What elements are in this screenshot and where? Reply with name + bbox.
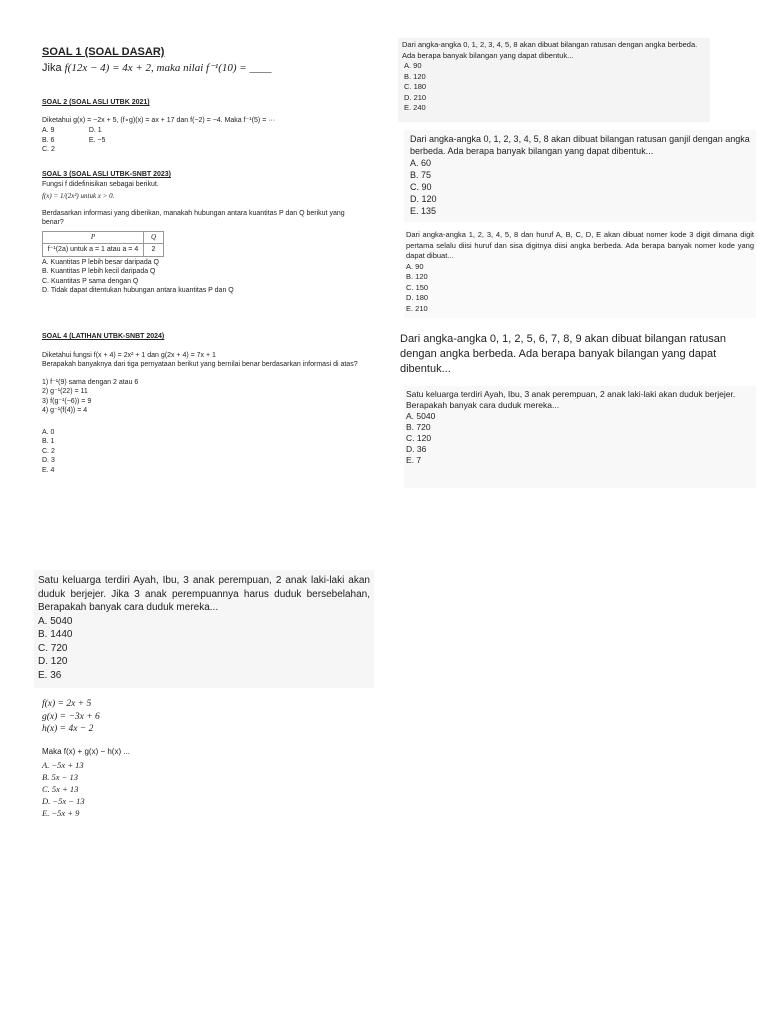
option: B. 5x − 13 (42, 772, 78, 782)
option: B. 75 (410, 170, 432, 180)
option: B. 720 (406, 422, 431, 432)
table-cell-p: f⁻¹(2a) untuk a = 1 atau a = 4 (43, 244, 144, 257)
soal-2-title: SOAL 2 (SOAL ASLI UTBK 2021) (42, 99, 150, 106)
option: B. 120 (406, 272, 428, 281)
option: B. 6 (42, 136, 55, 144)
q-ratusan-0-9 (400, 332, 756, 377)
question-text: Dari angka-angka 0, 1, 2, 3, 4, 5, 8 akan dibuat bilangan ratusan ganjil dengan angka berbeda. Ada berapa banyak bilangan yang dapat dibentuk... (410, 134, 750, 156)
option: A. 90 (404, 61, 422, 70)
option: E. 135 (410, 206, 437, 216)
option: A. 5040 (38, 615, 73, 627)
soal-3-question: Berdasarkan informasi yang diberikan, manakah hubungan antara kuantitas P dan Q berikut yang benar? (42, 209, 345, 226)
soal-4 (42, 332, 372, 475)
statement: 2) g⁻¹(22) = 11 (42, 388, 88, 395)
question-text: Dari angka-angka 0, 1, 2, 5, 6, 7, 8, 9 akan dibuat bilangan ratusan dengan angka berbeda. Ada berapa banyak bilangan yang dapat dibentuk... (400, 333, 726, 375)
question-text: Dari angka-angka 1, 2, 3, 4, 5, 8 dan huruf A, B, C, D, E akan dibuat nomer kode 3 digit dimana digit pertama selalu diisi huruf dan sisa digitnya diisi angka berbeda. Ada berapa banyak nomer kode yang dapat dibuat... (406, 230, 754, 260)
q-kode (404, 230, 756, 318)
option: E. 4 (42, 466, 55, 474)
option: E. 240 (404, 103, 426, 112)
option: E. 210 (406, 303, 428, 313)
soal-2-question: Diketahui g(x) = −2x + 5, (f∘g)(x) = ax + 17 dan f(−2) = −4. Maka f⁻¹(5) = ··· (42, 116, 276, 124)
option: B. 120 (404, 71, 426, 81)
soal-1-question (42, 61, 382, 74)
option: C. 150 (406, 282, 429, 292)
question-text: Satu keluarga terdiri Ayah, Ibu, 3 anak perempuan, 2 anak laki-laki akan duduk berjejer. (406, 389, 736, 399)
option: C. Kuantitas P sama dengan Q (42, 277, 139, 285)
option: C. 2 (42, 447, 55, 455)
table-cell-q: 2 (144, 244, 164, 257)
option: E. −5 (88, 136, 106, 144)
function-def: h(x) = 4x − 2 (42, 724, 94, 734)
option: D. 180 (406, 293, 429, 302)
option: A. 0 (42, 428, 55, 436)
option: E. 7 (406, 455, 422, 465)
option: B. 1440 (38, 629, 73, 640)
soal-2 (42, 98, 372, 155)
option: D. 120 (38, 656, 68, 667)
option: B. 1 (42, 438, 55, 445)
option: D. 210 (404, 92, 427, 102)
option: A. −5x + 13 (42, 760, 84, 770)
question-text: Maka f(x) + g(x) − h(x) ... (42, 746, 131, 756)
soal-3-title: SOAL 3 (SOAL ASLI UTBK-SNBT 2023) (42, 171, 172, 178)
table-header-p: P (43, 231, 144, 244)
option: D. 3 (42, 457, 55, 464)
option: C. 5x + 13 (42, 784, 79, 794)
function-def: g(x) = −3x + 6 (42, 711, 100, 722)
question-text-2: Berapakah banyak cara duduk mereka... (406, 400, 560, 410)
option: C. 180 (404, 82, 427, 91)
q-ratusan-beda (398, 38, 710, 122)
option: B. Kuantitas P lebih kecil daripada Q (42, 268, 156, 275)
option: D. 1 (88, 127, 102, 134)
soal-4-title: SOAL 4 (LATIHAN UTBK-SNBT 2024) (42, 333, 165, 340)
soal-1-title: SOAL 1 (SOAL DASAR) (42, 46, 165, 58)
q-keluarga-2 (34, 570, 374, 688)
soal-1-math: f(12x − 4) = 4x + 2, maka nilai f⁻¹(10) = ____ (64, 62, 272, 74)
option: D. 36 (406, 444, 427, 454)
soal-1-prefix: Jika (42, 62, 62, 74)
q-ratusan-ganjil (404, 130, 756, 222)
option: C. 2 (42, 146, 55, 153)
soal-3 (42, 170, 372, 296)
statement: 3) f(g⁻¹(−6)) = 9 (42, 397, 92, 405)
pq-table (42, 231, 164, 257)
statement: 1) f⁻¹(9) sama dengan 2 atau 6 (42, 378, 139, 386)
option: A. 5040 (406, 411, 436, 421)
option: D. −5x − 13 (42, 796, 85, 806)
option: C. 120 (406, 433, 432, 443)
soal-1 (42, 46, 382, 74)
question-text: Dari angka-angka 0, 1, 2, 3, 4, 5, 8 akan dibuat bilangan ratusan dengan angka berbeda. Ada berapa banyak bilangan yang dapat dibentuk... (402, 40, 698, 60)
option: A. Kuantitas P lebih besar daripada Q (42, 258, 160, 266)
soal-3-intro: Fungsi f didefinisikan sebagai berikut. (42, 180, 159, 188)
q-fungsi (42, 698, 372, 819)
option: D. Tidak dapat ditentukan hubungan antara kuantitas P dan Q (42, 287, 234, 294)
option: A. 90 (406, 261, 424, 271)
option: E. 36 (38, 669, 62, 681)
option: A. 60 (410, 158, 432, 168)
soal-3-formula: f(x) = 1/(2x²) untuk x > 0. (42, 192, 115, 200)
question-text: Satu keluarga terdiri Ayah, Ibu, 3 anak perempuan, 2 anak laki-laki akan duduk berjejer. Jika 3 anak perempuannya harus duduk bersebelahan, Berapakah banyak cara duduk mereka... (38, 575, 370, 613)
soal-4-given: Diketahui fungsi f(x + 4) = 2x² + 1 dan g(2x + 4) = 7x + 1 (42, 351, 216, 359)
q-keluarga-1 (404, 386, 756, 488)
option: C. 90 (410, 182, 432, 192)
option: C. 720 (38, 642, 68, 654)
soal-4-question: Berapakah banyaknya dari tiga pernyataan berikut yang bernilai benar berdasarkan informasi di atas? (42, 361, 358, 368)
option: D. 120 (410, 194, 437, 204)
table-header-q: Q (144, 231, 164, 244)
function-def: f(x) = 2x + 5 (42, 699, 92, 709)
option: E. −5x + 9 (42, 808, 80, 818)
statement: 4) g⁻¹(f(4)) = 4 (42, 407, 88, 414)
option: A. 9 (42, 127, 55, 134)
